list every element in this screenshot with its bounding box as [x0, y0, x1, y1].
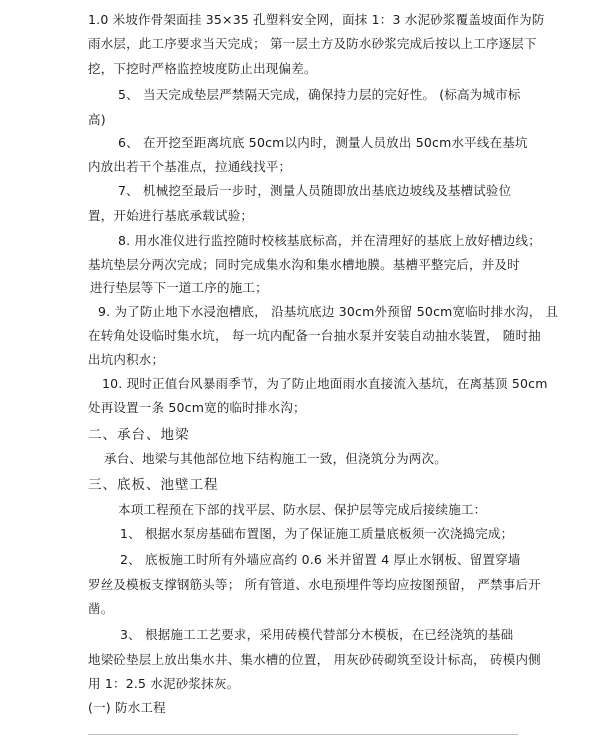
text-line: 6、 在开挖至距离坑底 50cm以内时，测量人员放出 50cm水平线在基坑: [118, 135, 528, 150]
text-line: 7、 机械挖至最后一步时，测量人员随即放出基底边坡线及基槽试验位: [118, 183, 512, 198]
section-heading: 二、承台、地梁: [88, 427, 190, 443]
text-line: 挖，下挖时严格监控坡度防止出现偏差。: [88, 61, 317, 76]
bottom-divider: [88, 734, 518, 735]
text-line: 承台、地梁与其他部位地下结构施工一致，但浇筑分为两次。: [104, 451, 447, 466]
text-line: 1.0 米坡作骨架面挂 35×35 孔塑料安全网，面抹 1：3 水泥砂浆覆盖坡面作为防: [88, 12, 545, 27]
text-line: 雨水层，此工序要求当天完成； 第一层土方及防水砂浆完成后按以上工序逐层下: [88, 36, 537, 51]
text-line: 出坑内积水；: [88, 352, 165, 367]
text-line: 置，开始进行基底承载试验；: [88, 208, 254, 223]
text-line: 处再设置一条 50cm宽的临时排水沟；: [88, 400, 306, 415]
text-line: 在转角处设临时集水坑， 每一坑内配备一台抽水泵并安装自动抽水装置， 随时抽: [88, 328, 541, 343]
section-heading: 三、底板、池壁工程: [88, 477, 219, 493]
text-line: 罗丝及模板支撑钢筋头等； 所有管道、水电预埋件等均应按图预留， 严禁事后开: [88, 577, 541, 592]
subsection-heading: (一) 防水工程: [88, 700, 166, 715]
text-line: 内放出若干个基准点，拉通线找平；: [88, 159, 292, 174]
text-line: 1、 根据水泵房基础布置图，为了保证施工质量底板须一次浇捣完成；: [120, 526, 514, 541]
text-line: 进行垫层等下一道工序的施工；: [90, 280, 268, 295]
text-line: 基坑垫层分两次完成；同时完成集水沟和集水槽地膜。基槽平整完后，并及时: [88, 257, 520, 272]
text-line: 用 1：2.5 水泥砂浆抹灰。: [88, 676, 240, 691]
text-line: 8. 用水准仪进行监控随时校核基底标高，并在清理好的基底上放好槽边线；: [118, 233, 541, 248]
text-line: 3、 根据施工工艺要求，采用砖模代替部分木模板，在已经浇筑的基础: [120, 627, 514, 642]
text-line: 2、 底板施工时所有外墙应高约 0.6 米并留置 4 厚止水钢板、留置穿墙: [120, 552, 521, 567]
text-line: 地梁砼垫层上放出集水井、集水槽的位置， 用灰砂砖砌筑至设计标高， 砖模内侧: [88, 652, 541, 667]
text-line: 10. 现时正值台风暴雨季节，为了防止地面雨水直接流入基坑，在离基顶 50cm: [102, 376, 548, 391]
text-line: 5、 当天完成垫层严禁隔天完成，确保持力层的完好性。 (标高为城市标: [118, 87, 521, 102]
text-line: 凿。: [88, 601, 114, 616]
text-line: 本项工程预在下部的找平层、防水层、保护层等完成后接续施工：: [118, 502, 487, 517]
text-line: 高): [88, 112, 106, 127]
text-line: 9. 为了防止地下水浸泡槽底， 沿基坑底边 30cm外预留 50cm宽临时排水沟， 且: [98, 304, 559, 319]
